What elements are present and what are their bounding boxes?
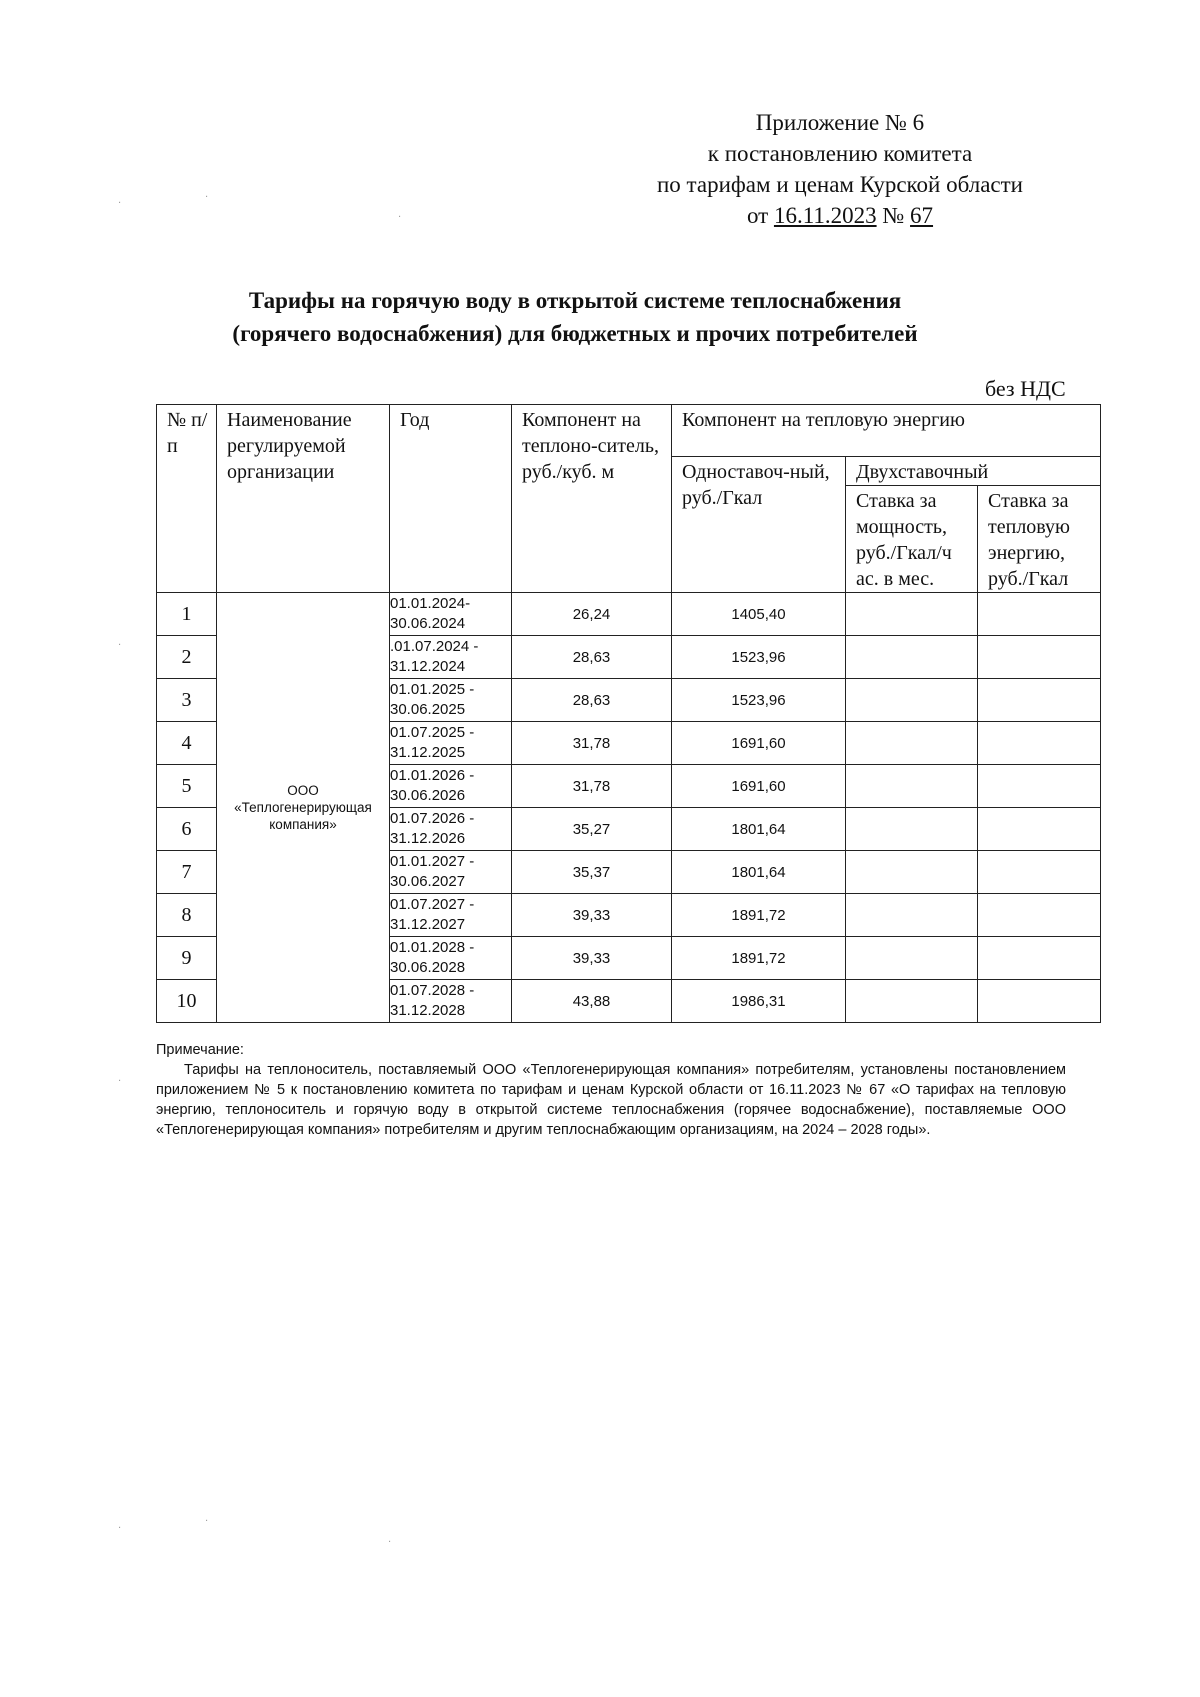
energy-rate-value	[978, 636, 1101, 679]
scan-speck: ·	[205, 1516, 209, 1527]
period-from: 01.07.2028 -	[390, 982, 475, 999]
energy-rate-value	[978, 593, 1101, 636]
period	[390, 765, 512, 808]
energy-rate-value	[978, 808, 1101, 851]
period-to: 30.06.2027	[390, 873, 466, 890]
organization-title: «Теплогенерирующая компания»	[234, 800, 372, 832]
scan-speck: ·	[388, 1537, 392, 1548]
appendix-line-3: по тарифам и ценам Курской области	[657, 172, 1023, 197]
period	[390, 894, 512, 937]
single-rate-value: 1523,96	[672, 636, 846, 679]
resolution-number: 67	[910, 203, 934, 228]
header-energy: Компонент на тепловую энергию	[672, 405, 1101, 457]
period-to: 31.12.2027	[390, 916, 466, 933]
single-rate-value: 1891,72	[672, 937, 846, 980]
period-from: 01.07.2027 -	[390, 896, 475, 913]
capacity-rate-value	[846, 636, 978, 679]
vat-note: без НДС	[985, 376, 1066, 401]
single-rate-value: 1801,64	[672, 808, 846, 851]
period-to: 31.12.2026	[390, 830, 466, 847]
note-text: Тарифы на теплоноситель, поставляемый ООО «Теплогенерирующая компания» потребителям, установлены постановлением приложением № 5 к постановлению комитета по тарифам и ценам Курской области от 16.11.2023 № 67 «О тарифах на тепловую энергию, теплоноситель и горячую воду в открытой системе теплоснабжения (горячее водоснабжение), поставляемые ООО «Теплогенерирующая компания» потребителям и другим теплоснабжающим организациям, на 2024 – 2028 годы».	[156, 1062, 1066, 1138]
single-rate-value: 1405,40	[672, 593, 846, 636]
header-year: Год	[390, 405, 512, 593]
period-from: 01.01.2027 -	[390, 853, 475, 870]
organization-name	[217, 593, 390, 1023]
period-to: 31.12.2024	[390, 658, 466, 675]
document-title	[140, 284, 1010, 350]
resolution-date: 16.11.2023	[773, 203, 877, 228]
period-from: 01.01.2026 -	[390, 767, 475, 784]
capacity-rate-value	[846, 808, 978, 851]
single-rate-value: 1801,64	[672, 851, 846, 894]
row-number: 6	[157, 808, 217, 851]
carrier-value: 26,24	[512, 593, 672, 636]
period-to: 30.06.2024	[390, 615, 466, 632]
scan-speck: ·	[118, 1523, 122, 1534]
period-from: 01.07.2025 -	[390, 724, 475, 741]
capacity-rate-value	[846, 722, 978, 765]
period-to: 31.12.2025	[390, 744, 466, 761]
row-number: 2	[157, 636, 217, 679]
carrier-value: 31,78	[512, 722, 672, 765]
single-rate-value: 1523,96	[672, 679, 846, 722]
carrier-value: 39,33	[512, 894, 672, 937]
row-number: 5	[157, 765, 217, 808]
period-from: 01.01.2025 -	[390, 681, 475, 698]
carrier-value: 31,78	[512, 765, 672, 808]
row-number: 9	[157, 937, 217, 980]
carrier-value: 35,27	[512, 808, 672, 851]
period	[390, 937, 512, 980]
period-from: .01.07.2024 -	[390, 638, 479, 655]
capacity-rate-value	[846, 980, 978, 1023]
period-from: 01.07.2026 -	[390, 810, 475, 827]
scan-speck: ·	[118, 1076, 122, 1087]
period-from: 01.01.2028 -	[390, 939, 475, 956]
carrier-value: 35,37	[512, 851, 672, 894]
energy-rate-value	[978, 722, 1101, 765]
scan-speck: ·	[205, 192, 209, 203]
header-single-rate: Одноставоч-ный, руб./Гкал	[672, 457, 846, 593]
carrier-value: 28,63	[512, 679, 672, 722]
number-sign: №	[876, 203, 911, 228]
capacity-rate-value	[846, 765, 978, 808]
capacity-rate-value	[846, 679, 978, 722]
header-carrier: Компонент на теплоно-ситель, руб./куб. м	[512, 405, 672, 593]
appendix-date-line	[560, 200, 1120, 231]
header-capacity-rate: Ставка за мощность, руб./Гкал/ч ас. в мес.	[846, 486, 978, 593]
note-block	[156, 1040, 1066, 1140]
period	[390, 679, 512, 722]
row-number: 4	[157, 722, 217, 765]
energy-rate-value	[978, 765, 1101, 808]
appendix-header	[560, 107, 1120, 231]
period-from: 01.01.2024-	[390, 595, 471, 612]
carrier-value: 28,63	[512, 636, 672, 679]
capacity-rate-value	[846, 894, 978, 937]
period-to: 30.06.2026	[390, 787, 466, 804]
energy-rate-value	[978, 679, 1101, 722]
appendix-line-2: к постановлению комитета	[707, 141, 973, 166]
carrier-value: 39,33	[512, 937, 672, 980]
row-number: 8	[157, 894, 217, 937]
row-number: 3	[157, 679, 217, 722]
table-row	[157, 593, 1101, 636]
capacity-rate-value	[846, 937, 978, 980]
header-num: № п/п	[157, 405, 217, 593]
row-number: 10	[157, 980, 217, 1023]
scan-speck: ·	[118, 640, 122, 651]
carrier-value: 43,88	[512, 980, 672, 1023]
period	[390, 851, 512, 894]
title-line-1: Тарифы на горячую воду в открытой системе теплоснабжения	[248, 288, 902, 313]
period-to: 30.06.2025	[390, 701, 466, 718]
date-prefix: от	[746, 203, 774, 228]
organization-form: ООО	[287, 783, 319, 798]
note-label: Примечание:	[156, 1042, 244, 1058]
single-rate-value: 1891,72	[672, 894, 846, 937]
single-rate-value: 1691,60	[672, 722, 846, 765]
title-line-2: (горячего водоснабжения) для бюджетных и прочих потребителей	[232, 321, 918, 346]
period-to: 31.12.2028	[390, 1002, 466, 1019]
energy-rate-value	[978, 851, 1101, 894]
tariff-rows	[157, 593, 1101, 1023]
period	[390, 980, 512, 1023]
period	[390, 722, 512, 765]
capacity-rate-value	[846, 851, 978, 894]
row-number: 1	[157, 593, 217, 636]
energy-rate-value	[978, 980, 1101, 1023]
energy-rate-value	[978, 894, 1101, 937]
single-rate-value: 1986,31	[672, 980, 846, 1023]
scan-speck: ·	[118, 198, 122, 209]
header-name: Наименование регулируемой организации	[217, 405, 390, 593]
period-to: 30.06.2028	[390, 959, 466, 976]
header-two-part: Двухставочный	[846, 457, 1101, 486]
scan-speck: ·	[398, 212, 402, 223]
header-energy-rate: Ставка за тепловую энергию, руб./Гкал	[978, 486, 1101, 593]
period	[390, 808, 512, 851]
period	[390, 636, 512, 679]
row-number: 7	[157, 851, 217, 894]
period	[390, 593, 512, 636]
appendix-line-1: Приложение № 6	[755, 110, 925, 135]
energy-rate-value	[978, 937, 1101, 980]
single-rate-value: 1691,60	[672, 765, 846, 808]
capacity-rate-value	[846, 593, 978, 636]
tariff-table	[156, 404, 1101, 1023]
